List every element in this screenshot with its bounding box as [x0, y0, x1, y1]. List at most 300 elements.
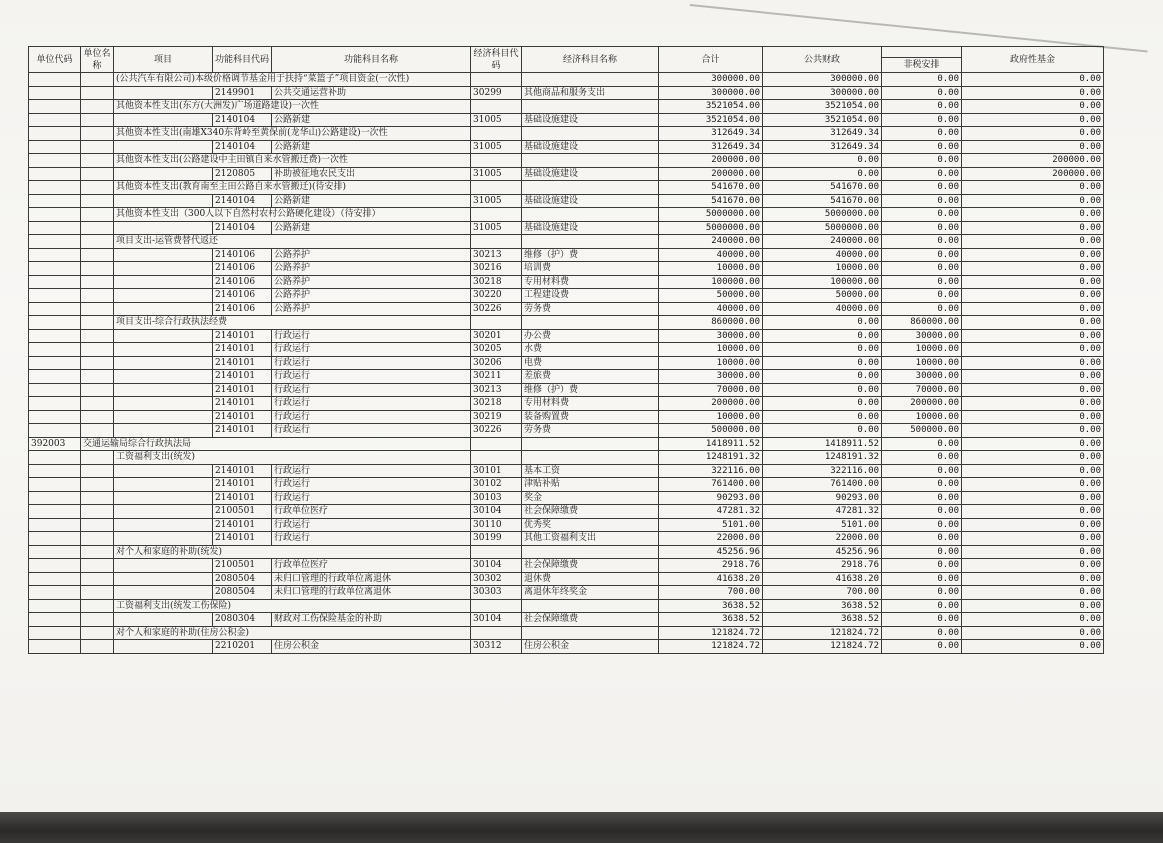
unit-name-cell: [81, 424, 114, 438]
non-tax-cell: 0.00: [882, 572, 962, 586]
func-name-cell: 行政运行: [272, 464, 471, 478]
item-cell: [114, 491, 213, 505]
unit-name-cell: [81, 154, 114, 168]
unit-code-cell: [29, 505, 81, 519]
public-finance-cell: 761400.00: [763, 478, 882, 492]
header-econ-name: 经济科目名称: [522, 47, 659, 73]
non-tax-cell: 0.00: [882, 208, 962, 222]
total-cell: 22000.00: [659, 532, 763, 546]
non-tax-cell: 0.00: [882, 181, 962, 195]
unit-code-cell: [29, 221, 81, 235]
unit-code-cell: [29, 383, 81, 397]
non-tax-cell: 70000.00: [882, 383, 962, 397]
table-row: [29, 86, 1104, 100]
non-tax-cell: 10000.00: [882, 356, 962, 370]
public-finance-cell: 312649.34: [763, 127, 882, 141]
public-finance-cell: 0.00: [763, 383, 882, 397]
unit-code-cell: [29, 640, 81, 654]
unit-code-cell: [29, 572, 81, 586]
func-name-cell: 公路养护: [272, 262, 471, 276]
non-tax-cell: 0.00: [882, 167, 962, 181]
econ-code-cell: [471, 100, 522, 114]
unit-name-cell: [81, 73, 114, 87]
gov-fund-cell: 200000.00: [962, 154, 1104, 168]
econ-code-cell: 31005: [471, 194, 522, 208]
econ-code-cell: 30312: [471, 640, 522, 654]
unit-code-cell: [29, 113, 81, 127]
table-row: [29, 208, 1104, 222]
func-code-cell: 2140106: [213, 262, 272, 276]
econ-name-cell: [522, 100, 659, 114]
header-unit-name: 单位名称: [81, 47, 114, 73]
item-cell: 其他资本性支出（300人以下自然村农村公路硬化建设）（待安排）: [114, 208, 471, 222]
total-cell: 121824.72: [659, 640, 763, 654]
table-row: [29, 356, 1104, 370]
public-finance-cell: 100000.00: [763, 275, 882, 289]
table-row: [29, 181, 1104, 195]
table-row: [29, 289, 1104, 303]
func-code-cell: 2140106: [213, 275, 272, 289]
func-name-cell: 公路新建: [272, 140, 471, 154]
func-name-cell: 未归口管理的行政单位离退休: [272, 586, 471, 600]
header-total: 合计: [659, 47, 763, 73]
public-finance-cell: 0.00: [763, 167, 882, 181]
unit-code-cell: [29, 599, 81, 613]
table-header: [29, 47, 1104, 73]
econ-name-cell: [522, 451, 659, 465]
item-cell: 对个人和家庭的补助(住房公积金): [114, 626, 471, 640]
total-cell: 541670.00: [659, 181, 763, 195]
non-tax-cell: 0.00: [882, 262, 962, 276]
non-tax-cell: 0.00: [882, 545, 962, 559]
unit-code-cell: [29, 194, 81, 208]
func-code-cell: 2140101: [213, 478, 272, 492]
total-cell: 1248191.32: [659, 451, 763, 465]
total-cell: 5000000.00: [659, 221, 763, 235]
unit-code-cell: [29, 397, 81, 411]
total-cell: 2918.76: [659, 559, 763, 573]
func-name-cell: 公路新建: [272, 221, 471, 235]
econ-name-cell: [522, 181, 659, 195]
non-tax-cell: 0.00: [882, 437, 962, 451]
non-tax-cell: 0.00: [882, 626, 962, 640]
non-tax-cell: 0.00: [882, 73, 962, 87]
econ-name-cell: 津贴补贴: [522, 478, 659, 492]
unit-name-cell: [81, 410, 114, 424]
public-finance-cell: 240000.00: [763, 235, 882, 249]
table-row: [29, 410, 1104, 424]
unit-code-cell: [29, 248, 81, 262]
item-cell: [114, 275, 213, 289]
unit-code-cell: [29, 181, 81, 195]
item-cell: 对个人和家庭的补助(统发): [114, 545, 471, 559]
econ-name-cell: 基础设施建设: [522, 113, 659, 127]
gov-fund-cell: 0.00: [962, 397, 1104, 411]
gov-fund-cell: 0.00: [962, 640, 1104, 654]
item-cell: 其他资本性支出(东方(大洲发)广场道路建设)一次性: [114, 100, 471, 114]
non-tax-cell: 0.00: [882, 532, 962, 546]
public-finance-cell: 0.00: [763, 410, 882, 424]
econ-code-cell: 30101: [471, 464, 522, 478]
gov-fund-cell: 0.00: [962, 302, 1104, 316]
func-code-cell: 2140101: [213, 491, 272, 505]
gov-fund-cell: 0.00: [962, 248, 1104, 262]
unit-code-cell: [29, 208, 81, 222]
non-tax-cell: 0.00: [882, 518, 962, 532]
total-cell: 5101.00: [659, 518, 763, 532]
total-cell: 200000.00: [659, 397, 763, 411]
econ-code-cell: 30104: [471, 613, 522, 627]
func-code-cell: 2140101: [213, 370, 272, 384]
table-row: [29, 100, 1104, 114]
table-row: [29, 154, 1104, 168]
table-row: [29, 491, 1104, 505]
econ-name-cell: 离退休年终奖金: [522, 586, 659, 600]
total-cell: 10000.00: [659, 343, 763, 357]
public-finance-cell: 10000.00: [763, 262, 882, 276]
econ-code-cell: 30302: [471, 572, 522, 586]
header-gov-fund: 政府性基金: [962, 47, 1104, 73]
econ-code-cell: 30218: [471, 397, 522, 411]
item-cell: [114, 262, 213, 276]
total-cell: 70000.00: [659, 383, 763, 397]
func-name-cell: 行政运行: [272, 370, 471, 384]
func-code-cell: 2140101: [213, 532, 272, 546]
table-row: [29, 370, 1104, 384]
econ-name-cell: 劳务费: [522, 302, 659, 316]
public-finance-cell: 0.00: [763, 329, 882, 343]
unit-code-cell: [29, 370, 81, 384]
func-code-cell: 2100501: [213, 505, 272, 519]
total-cell: 300000.00: [659, 86, 763, 100]
unit-name-cell: [81, 316, 114, 330]
func-code-cell: 2210201: [213, 640, 272, 654]
func-name-cell: 行政运行: [272, 532, 471, 546]
total-cell: 47281.32: [659, 505, 763, 519]
econ-name-cell: [522, 316, 659, 330]
unit-code-cell: [29, 167, 81, 181]
econ-name-cell: 奖金: [522, 491, 659, 505]
gov-fund-cell: 0.00: [962, 383, 1104, 397]
func-code-cell: 2140106: [213, 302, 272, 316]
public-finance-cell: 3638.52: [763, 599, 882, 613]
unit-name-cell: [81, 518, 114, 532]
item-cell: 其他资本性支出(教育南至主田公路自来水管搬迁)(待安排): [114, 181, 471, 195]
unit-code-cell: [29, 356, 81, 370]
unit-code-cell: [29, 73, 81, 87]
public-finance-cell: 1248191.32: [763, 451, 882, 465]
func-name-cell: 公路养护: [272, 275, 471, 289]
table-row: [29, 140, 1104, 154]
table-row: [29, 221, 1104, 235]
func-name-cell: 公路养护: [272, 302, 471, 316]
unit-name-cell: [81, 208, 114, 222]
unit-name-cell: [81, 113, 114, 127]
total-cell: 860000.00: [659, 316, 763, 330]
header-non-tax: 非税安排: [882, 58, 962, 73]
econ-code-cell: [471, 545, 522, 559]
econ-name-cell: 基础设施建设: [522, 140, 659, 154]
unit-name-cell: [81, 140, 114, 154]
econ-code-cell: 31005: [471, 140, 522, 154]
econ-code-cell: 30213: [471, 383, 522, 397]
total-cell: 300000.00: [659, 73, 763, 87]
table-row: [29, 451, 1104, 465]
table-row: [29, 599, 1104, 613]
table-row: [29, 626, 1104, 640]
public-finance-cell: 45256.96: [763, 545, 882, 559]
unit-code-cell: [29, 478, 81, 492]
econ-name-cell: 住房公积金: [522, 640, 659, 654]
public-finance-cell: 50000.00: [763, 289, 882, 303]
gov-fund-cell: 0.00: [962, 194, 1104, 208]
econ-code-cell: 30102: [471, 478, 522, 492]
econ-code-cell: 31005: [471, 113, 522, 127]
econ-code-cell: 30104: [471, 505, 522, 519]
table-row: [29, 329, 1104, 343]
unit-name-cell: 交通运输局综合行政执法局: [81, 437, 471, 451]
unit-code-cell: [29, 235, 81, 249]
unit-name-cell: [81, 262, 114, 276]
unit-name-cell: [81, 572, 114, 586]
public-finance-cell: 541670.00: [763, 181, 882, 195]
unit-code-cell: [29, 613, 81, 627]
item-cell: 工资福利支出(统发): [114, 451, 471, 465]
table-row: [29, 478, 1104, 492]
total-cell: 700.00: [659, 586, 763, 600]
func-code-cell: 2140106: [213, 248, 272, 262]
total-cell: 50000.00: [659, 289, 763, 303]
econ-code-cell: 30110: [471, 518, 522, 532]
econ-name-cell: 其他商品和服务支出: [522, 86, 659, 100]
public-finance-cell: 3638.52: [763, 613, 882, 627]
public-finance-cell: 121824.72: [763, 640, 882, 654]
func-code-cell: 2140106: [213, 289, 272, 303]
total-cell: 90293.00: [659, 491, 763, 505]
item-cell: [114, 356, 213, 370]
econ-code-cell: 30205: [471, 343, 522, 357]
table-row: [29, 640, 1104, 654]
public-finance-cell: 3521054.00: [763, 113, 882, 127]
non-tax-cell: 30000.00: [882, 329, 962, 343]
econ-name-cell: 电费: [522, 356, 659, 370]
unit-name-cell: [81, 559, 114, 573]
econ-code-cell: [471, 316, 522, 330]
total-cell: 200000.00: [659, 167, 763, 181]
econ-name-cell: [522, 545, 659, 559]
unit-name-cell: [81, 221, 114, 235]
unit-name-cell: [81, 451, 114, 465]
total-cell: 200000.00: [659, 154, 763, 168]
table-row: [29, 343, 1104, 357]
public-finance-cell: 121824.72: [763, 626, 882, 640]
gov-fund-cell: 0.00: [962, 275, 1104, 289]
item-cell: 项目支出-综合行政执法经费: [114, 316, 471, 330]
item-cell: [114, 518, 213, 532]
gov-fund-cell: 0.00: [962, 343, 1104, 357]
item-cell: [114, 383, 213, 397]
table-row: [29, 586, 1104, 600]
econ-name-cell: [522, 437, 659, 451]
item-cell: [114, 167, 213, 181]
item-cell: 其他资本性支出(公路建设中主田镇自来水管搬迁费)一次性: [114, 154, 471, 168]
func-code-cell: 2100501: [213, 559, 272, 573]
econ-name-cell: 社会保障缴费: [522, 559, 659, 573]
item-cell: [114, 424, 213, 438]
func-code-cell: 2149901: [213, 86, 272, 100]
non-tax-cell: 10000.00: [882, 343, 962, 357]
unit-code-cell: [29, 316, 81, 330]
func-name-cell: 补助被征地农民支出: [272, 167, 471, 181]
gov-fund-cell: 0.00: [962, 370, 1104, 384]
econ-code-cell: 30104: [471, 559, 522, 573]
gov-fund-cell: 0.00: [962, 545, 1104, 559]
table-row: [29, 383, 1104, 397]
total-cell: 100000.00: [659, 275, 763, 289]
unit-name-cell: [81, 397, 114, 411]
public-finance-cell: 5000000.00: [763, 221, 882, 235]
gov-fund-cell: 200000.00: [962, 167, 1104, 181]
unit-name-cell: [81, 505, 114, 519]
econ-code-cell: [471, 599, 522, 613]
gov-fund-cell: 0.00: [962, 572, 1104, 586]
econ-name-cell: 其他工资福利支出: [522, 532, 659, 546]
non-tax-cell: 0.00: [882, 478, 962, 492]
econ-name-cell: [522, 626, 659, 640]
func-name-cell: 行政运行: [272, 383, 471, 397]
unit-name-cell: [81, 640, 114, 654]
func-name-cell: 住房公积金: [272, 640, 471, 654]
unit-name-cell: [81, 181, 114, 195]
item-cell: [114, 343, 213, 357]
non-tax-cell: 500000.00: [882, 424, 962, 438]
non-tax-cell: 0.00: [882, 464, 962, 478]
header-item: 项目: [114, 47, 213, 73]
total-cell: 10000.00: [659, 262, 763, 276]
item-cell: [114, 572, 213, 586]
table-row: [29, 262, 1104, 276]
econ-name-cell: [522, 127, 659, 141]
public-finance-cell: 541670.00: [763, 194, 882, 208]
func-code-cell: 2140104: [213, 113, 272, 127]
non-tax-cell: 0.00: [882, 140, 962, 154]
gov-fund-cell: 0.00: [962, 140, 1104, 154]
total-cell: 10000.00: [659, 356, 763, 370]
item-cell: [114, 478, 213, 492]
item-cell: [114, 302, 213, 316]
econ-code-cell: 30213: [471, 248, 522, 262]
item-cell: (公共汽车有限公司)本级价格调节基金用于扶持“菜篮子”项目资金(一次性): [114, 73, 471, 87]
econ-name-cell: 差旅费: [522, 370, 659, 384]
gov-fund-cell: 0.00: [962, 208, 1104, 222]
func-code-cell: 2140101: [213, 356, 272, 370]
unit-name-cell: [81, 100, 114, 114]
total-cell: 240000.00: [659, 235, 763, 249]
econ-code-cell: 30218: [471, 275, 522, 289]
public-finance-cell: 300000.00: [763, 86, 882, 100]
table-row: [29, 397, 1104, 411]
item-cell: [114, 640, 213, 654]
func-code-cell: 2120805: [213, 167, 272, 181]
func-name-cell: 行政运行: [272, 397, 471, 411]
total-cell: 41638.20: [659, 572, 763, 586]
gov-fund-cell: 0.00: [962, 464, 1104, 478]
public-finance-cell: 41638.20: [763, 572, 882, 586]
gov-fund-cell: 0.00: [962, 262, 1104, 276]
gov-fund-cell: 0.00: [962, 289, 1104, 303]
func-code-cell: 2140104: [213, 194, 272, 208]
econ-code-cell: 30211: [471, 370, 522, 384]
non-tax-cell: 0.00: [882, 221, 962, 235]
table-row: [29, 248, 1104, 262]
func-code-cell: 2140104: [213, 221, 272, 235]
econ-code-cell: 30216: [471, 262, 522, 276]
table-row: [29, 545, 1104, 559]
unit-name-cell: [81, 586, 114, 600]
item-cell: [114, 370, 213, 384]
unit-code-cell: [29, 464, 81, 478]
econ-name-cell: 办公费: [522, 329, 659, 343]
table-row: [29, 532, 1104, 546]
unit-name-cell: [81, 464, 114, 478]
item-cell: [114, 140, 213, 154]
gov-fund-cell: 0.00: [962, 356, 1104, 370]
total-cell: 3638.52: [659, 613, 763, 627]
gov-fund-cell: 0.00: [962, 451, 1104, 465]
unit-code-cell: [29, 545, 81, 559]
unit-code-cell: [29, 100, 81, 114]
item-cell: [114, 559, 213, 573]
gov-fund-cell: 0.00: [962, 73, 1104, 87]
unit-code-cell: [29, 302, 81, 316]
unit-code-cell: [29, 289, 81, 303]
func-code-cell: 2140101: [213, 424, 272, 438]
func-name-cell: 行政运行: [272, 518, 471, 532]
non-tax-cell: 0.00: [882, 86, 962, 100]
non-tax-cell: 860000.00: [882, 316, 962, 330]
gov-fund-cell: 0.00: [962, 113, 1104, 127]
unit-name-cell: [81, 275, 114, 289]
table-body: [29, 73, 1104, 654]
unit-code-cell: [29, 451, 81, 465]
table-row: [29, 437, 1104, 451]
econ-name-cell: [522, 208, 659, 222]
non-tax-cell: 0.00: [882, 248, 962, 262]
unit-name-cell: [81, 329, 114, 343]
total-cell: 3521054.00: [659, 113, 763, 127]
item-cell: [114, 397, 213, 411]
econ-code-cell: [471, 154, 522, 168]
gov-fund-cell: 0.00: [962, 86, 1104, 100]
func-name-cell: 公路养护: [272, 289, 471, 303]
public-finance-cell: 3521054.00: [763, 100, 882, 114]
econ-code-cell: 30299: [471, 86, 522, 100]
total-cell: 121824.72: [659, 626, 763, 640]
unit-code-cell: [29, 586, 81, 600]
table-row: [29, 559, 1104, 573]
gov-fund-cell: 0.00: [962, 478, 1104, 492]
public-finance-cell: 2918.76: [763, 559, 882, 573]
total-cell: 3638.52: [659, 599, 763, 613]
unit-code-cell: [29, 559, 81, 573]
func-code-cell: 2140101: [213, 464, 272, 478]
unit-name-cell: [81, 613, 114, 627]
econ-name-cell: 培训费: [522, 262, 659, 276]
func-name-cell: 行政运行: [272, 478, 471, 492]
unit-name-cell: [81, 532, 114, 546]
gov-fund-cell: 0.00: [962, 235, 1104, 249]
unit-name-cell: [81, 167, 114, 181]
